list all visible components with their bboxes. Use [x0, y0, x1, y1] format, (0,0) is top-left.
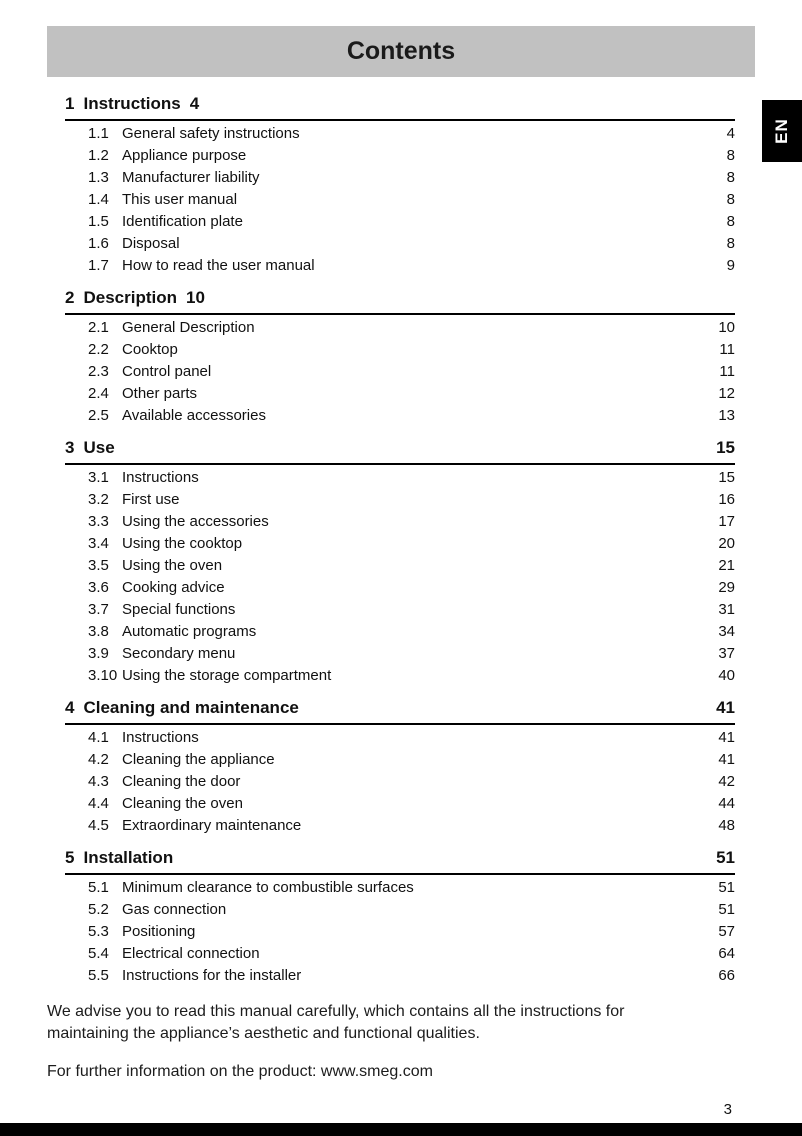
toc-entry: [65, 255, 735, 277]
toc-section-4: [65, 696, 735, 837]
toc-section-1: [65, 92, 735, 277]
toc-entry-page: 8: [726, 147, 735, 164]
toc-entry-number: 1.7: [88, 257, 109, 274]
toc-entry-page: 40: [718, 667, 735, 684]
toc-section-number: 5: [65, 848, 75, 867]
toc-entry-page: 29: [718, 579, 735, 596]
toc-entry-page: 8: [726, 191, 735, 208]
toc-entry-number: 1.4: [88, 191, 109, 208]
toc-entry-page: 8: [726, 169, 735, 186]
toc-entry-title: Cleaning the oven: [122, 795, 243, 812]
toc-entry-number: 1.2: [88, 147, 109, 164]
toc-section-title: Cleaning and maintenance: [83, 698, 299, 717]
toc-section-page: 10: [186, 288, 205, 307]
toc-entry: [65, 793, 735, 815]
toc-entry-title: Instructions for the installer: [122, 967, 302, 984]
toc-entry-page: 51: [718, 879, 735, 896]
toc-entry-title: General Description: [122, 319, 255, 336]
toc-section-3: [65, 436, 735, 687]
toc-entry-number: 2.5: [88, 407, 109, 424]
toc-section-header: [65, 92, 735, 121]
toc-entry-title: Disposal: [122, 235, 180, 252]
toc-entry: [65, 877, 735, 899]
toc-entry-number: 3.2: [88, 491, 109, 508]
toc-entry: [65, 145, 735, 167]
toc-entry: [65, 167, 735, 189]
toc-entry-title: Electrical connection: [122, 945, 260, 962]
toc-entry-title: Appliance purpose: [122, 147, 247, 164]
toc-section-title: Description: [83, 288, 177, 307]
toc-entry-page: 64: [718, 945, 735, 962]
toc-entry: [65, 361, 735, 383]
toc-entry-title: Manufacturer liability: [122, 169, 260, 186]
toc-entry: [65, 965, 735, 987]
toc-entry: [65, 665, 735, 687]
toc-entry-page: 9: [726, 257, 735, 274]
toc-entry-page: 41: [718, 729, 735, 746]
toc-section-page: 15: [716, 438, 735, 457]
toc-entry-page: 12: [718, 385, 735, 402]
toc-entry-page: 41: [718, 751, 735, 768]
toc-entry-number: 5.4: [88, 945, 109, 962]
toc-entry: [65, 555, 735, 577]
toc-entry-page: 31: [718, 601, 735, 618]
toc-entry: [65, 771, 735, 793]
toc-entry-title: Special functions: [122, 601, 236, 618]
page-body: [47, 92, 737, 1121]
toc-entry: [65, 511, 735, 533]
toc-entry: [65, 339, 735, 361]
contents-header-bar: [47, 26, 755, 77]
toc-entry: [65, 943, 735, 965]
toc-entry-page: 11: [719, 341, 735, 358]
toc-entry-title: Automatic programs: [122, 623, 257, 640]
toc-section-number: 3: [65, 438, 75, 457]
toc-entry-number: 4.3: [88, 773, 109, 790]
toc-entry-page: 13: [718, 407, 735, 424]
toc-entry-number: 5.2: [88, 901, 109, 918]
toc-section-number: 1: [65, 94, 75, 113]
toc-entry-number: 2.3: [88, 363, 109, 380]
page-title: Contents: [346, 37, 456, 65]
toc-entry-page: 48: [718, 817, 735, 834]
toc-entry: [65, 815, 735, 837]
language-tab-label: EN: [772, 118, 791, 144]
toc-entry-number: 3.7: [88, 601, 109, 618]
toc-section-number: 2: [65, 288, 75, 307]
toc-entry: [65, 727, 735, 749]
toc-entry-title: Using the accessories: [122, 513, 269, 530]
toc-entry-number: 3.9: [88, 645, 109, 662]
toc-entry-number: 5.1: [88, 879, 109, 896]
toc-entry-title: Other parts: [122, 385, 198, 402]
toc-entry-title: Gas connection: [122, 901, 227, 918]
toc-entry: [65, 533, 735, 555]
toc-section-page: 51: [716, 848, 735, 867]
toc-entry: [65, 211, 735, 233]
toc-entry-number: 4.2: [88, 751, 109, 768]
bottom-black-bar: [0, 1123, 802, 1136]
toc-entry: [65, 317, 735, 339]
toc-entry: [65, 643, 735, 665]
toc-entry-page: 16: [718, 491, 735, 508]
toc-entry-number: 1.3: [88, 169, 109, 186]
toc-entry-page: 66: [718, 967, 735, 984]
toc-section-title: Use: [83, 438, 115, 457]
toc-entry-page: 4: [726, 125, 735, 142]
toc-section-header: [65, 286, 735, 315]
toc-entry-page: 11: [719, 363, 735, 380]
toc-entry-title: Identification plate: [122, 213, 243, 230]
toc-entry-page: 8: [726, 213, 735, 230]
toc-entry: [65, 383, 735, 405]
toc-section-number: 4: [65, 698, 75, 717]
toc-entry-number: 1.6: [88, 235, 109, 252]
toc-entry: [65, 749, 735, 771]
footer-info-text: For further information on the product: www.smeg.com: [47, 1063, 433, 1080]
toc-entry-page: 34: [718, 623, 735, 640]
toc-entry-title: General safety instructions: [122, 125, 300, 142]
toc-entry: [65, 489, 735, 511]
toc-entry-number: 1.1: [88, 125, 109, 142]
toc-entry-page: 37: [718, 645, 735, 662]
toc-entry: [65, 467, 735, 489]
toc-entry-title: Cleaning the door: [122, 773, 241, 790]
toc-entry-number: 5.5: [88, 967, 109, 984]
toc-entry: [65, 189, 735, 211]
toc-entry-page: 10: [718, 319, 735, 336]
toc-entry-title: Cooktop: [122, 341, 178, 358]
toc-entry-number: 3.1: [88, 469, 109, 486]
toc-section-page: 41: [716, 698, 735, 717]
toc-entry: [65, 123, 735, 145]
toc-entry-page: 20: [718, 535, 735, 552]
toc-section-5: [65, 846, 735, 987]
toc-entry-number: 2.2: [88, 341, 109, 358]
toc-entry-title: Using the oven: [122, 557, 223, 574]
toc-section-header: [65, 696, 735, 725]
toc-section-title: Instructions: [83, 94, 181, 113]
toc-entry-title: Using the cooktop: [122, 535, 243, 552]
toc-entry-title: Control panel: [122, 363, 212, 380]
toc-entry-title: Using the storage compartment: [122, 667, 332, 684]
toc-entry-title: Cleaning the appliance: [122, 751, 275, 768]
toc-entry-number: 3.5: [88, 557, 109, 574]
toc-entry: [65, 599, 735, 621]
toc-entry-number: 4.5: [88, 817, 109, 834]
toc-entry-number: 3.6: [88, 579, 109, 596]
toc-section-2: [65, 286, 735, 427]
toc-entry-title: Extraordinary maintenance: [122, 817, 302, 834]
toc-entry-title: Instructions: [122, 469, 199, 486]
toc-entry-number: 2.4: [88, 385, 109, 402]
toc-section-header: [65, 846, 735, 875]
toc-entry-number: 2.1: [88, 319, 109, 336]
toc-entry: [65, 233, 735, 255]
toc-entry-page: 51: [718, 901, 735, 918]
toc-entry-page: 17: [718, 513, 735, 530]
toc-entry-number: 4.1: [88, 729, 109, 746]
toc-entry-number: 3.4: [88, 535, 109, 552]
toc-entry-title: Cooking advice: [122, 579, 225, 596]
toc-entry-title: First use: [122, 491, 180, 508]
toc-entry-page: 42: [718, 773, 735, 790]
toc-entry-title: This user manual: [122, 191, 238, 208]
toc-entry-number: 5.3: [88, 923, 109, 940]
table-of-contents: [65, 92, 735, 987]
toc-section-title: Installation: [83, 848, 174, 867]
toc-entry-number: 3.8: [88, 623, 109, 640]
toc-entry-title: Available accessories: [122, 407, 266, 424]
language-tab: [762, 100, 802, 162]
toc-entry: [65, 405, 735, 427]
toc-entry-number: 3.10: [88, 667, 118, 684]
toc-section-header: [65, 436, 735, 465]
toc-entry-number: 1.5: [88, 213, 109, 230]
toc-entry-title: Instructions: [122, 729, 199, 746]
toc-entry-page: 8: [726, 235, 735, 252]
footer-advice-text: We advise you to read this manual carefully, which contains all the instructions for maintaining the appliance’s aesthetic and functional qualities.: [47, 1003, 625, 1042]
toc-entry: [65, 899, 735, 921]
toc-entry-number: 4.4: [88, 795, 109, 812]
toc-entry: [65, 621, 735, 643]
toc-entry: [65, 577, 735, 599]
toc-entry-title: Secondary menu: [122, 645, 236, 662]
toc-entry-page: 44: [718, 795, 735, 812]
page-number: 3: [723, 1101, 732, 1118]
toc-entry-title: How to read the user manual: [122, 257, 315, 274]
toc-entry: [65, 921, 735, 943]
toc-entry-page: 57: [718, 923, 735, 940]
toc-entry-number: 3.3: [88, 513, 109, 530]
toc-entry-page: 21: [718, 557, 735, 574]
toc-section-page: 4: [189, 94, 200, 113]
toc-entry-page: 15: [718, 469, 735, 486]
toc-entry-title: Positioning: [122, 923, 196, 940]
toc-entry-title: Minimum clearance to combustible surfaces: [122, 879, 414, 896]
